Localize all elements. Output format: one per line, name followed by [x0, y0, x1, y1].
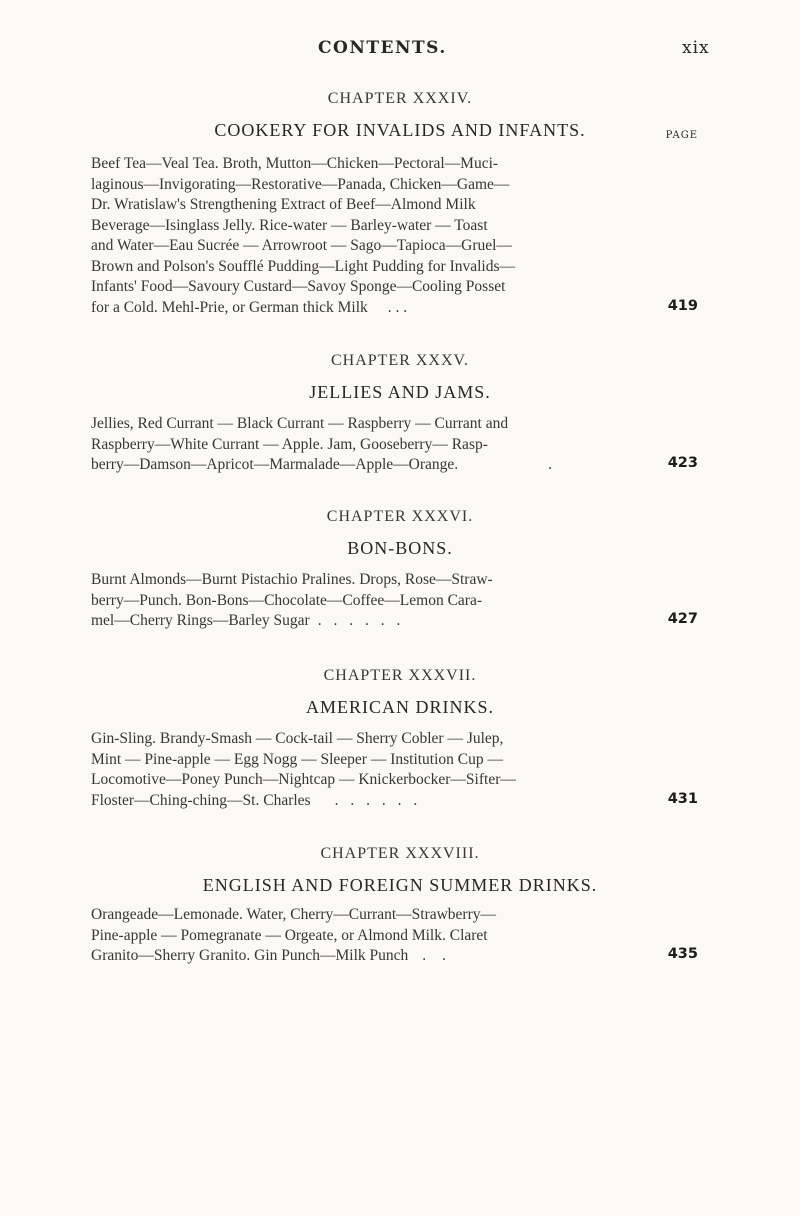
chapter-35-heading: [0, 352, 800, 403]
chapter-title: ENGLISH AND FOREIGN SUMMER DRINKS.: [202, 875, 598, 895]
chapter-34-heading: [0, 90, 800, 141]
contents-line: Mint — Pine-apple — Egg Nogg — Sleeper — Institution Cup —: [91, 750, 504, 768]
contents-line: Floster—Ching-ching—St. Charles: [91, 791, 311, 809]
page-column-label: PAGE: [665, 130, 698, 141]
chapter-label: CHAPTER XXXVI.: [326, 508, 474, 525]
chapter-title: COOKERY FOR INVALIDS AND INFANTS.: [214, 120, 586, 140]
contents-line: for a Cold. Mehl-Prie, or German thick Milk: [91, 298, 368, 316]
contents-last-line: [91, 298, 697, 319]
chapter-38-heading: [0, 845, 800, 896]
chapter-36-heading: [0, 508, 800, 559]
contents-line: Granito—Sherry Granito. Gin Punch—Milk Punch: [91, 947, 409, 964]
contents-line: Jellies, Red Currant — Black Currant — Raspberry — Currant and: [91, 415, 509, 432]
dot-leaders: . . . . . .: [334, 791, 422, 809]
contents-last-line: [91, 455, 697, 476]
contents-line: and Water—Eau Sucrée — Arrowroot — Sago—Tapioca—Gruel—: [91, 237, 512, 254]
contents-line: berry—Damson—Apricot—Marmalade—Apple—Orange.: [91, 456, 459, 473]
contents-line: Locomotive—Poney Punch—Nightcap — Knickerbocker—Sifter—: [91, 771, 516, 788]
dot-leaders: .: [548, 456, 553, 473]
contents-line: Pine-apple — Pomegranate — Orgeate, or Almond Milk. Claret: [91, 926, 488, 944]
chapter-38-contents: [91, 905, 697, 967]
chapter-34-contents: [91, 154, 697, 318]
chapter-label: CHAPTER XXXIV.: [327, 90, 473, 107]
contents-line: mel—Cherry Rings—Barley Sugar: [91, 612, 310, 629]
contents-last-line: [91, 791, 697, 812]
contents-last-line: [91, 611, 697, 632]
chapter-label: CHAPTER XXXVII.: [323, 667, 477, 684]
running-head: [0, 38, 800, 60]
page-number: 419: [667, 298, 698, 314]
page-number: 427: [667, 611, 698, 627]
dot-leaders: . . .: [387, 298, 408, 316]
contents-line: Beef Tea—Veal Tea. Broth, Mutton—Chicken—Pectoral—Muci-: [91, 155, 499, 172]
page-number: 431: [667, 791, 698, 807]
page-number: 435: [667, 946, 698, 962]
chapter-title: AMERICAN DRINKS.: [305, 697, 494, 717]
contents-line: Infants' Food—Savoury Custard—Savoy Sponge—Cooling Posset: [91, 278, 506, 295]
contents-last-line: [91, 946, 697, 967]
contents-line: Dr. Wratislaw's Strengthening Extract of Beef—Almond Milk: [91, 196, 476, 213]
contents-line: Orangeade—Lemonade. Water, Cherry—Currant—Strawberry—: [91, 906, 497, 923]
chapter-title: JELLIES AND JAMS.: [309, 382, 491, 402]
contents-line: Brown and Polson's Soufflé Pudding—Light Pudding for Invalids—: [91, 257, 516, 275]
dot-leaders: . . . . . .: [317, 612, 405, 629]
contents-line: Beverage—Isinglass Jelly. Rice-water — Barley-water — Toast: [91, 216, 488, 234]
page-folio: xix: [682, 38, 710, 58]
dot-leaders: . .: [422, 947, 452, 964]
chapter-label: CHAPTER XXXV.: [330, 352, 470, 369]
page-number: 423: [667, 455, 698, 471]
chapter-title: BON-BONS.: [347, 538, 453, 558]
chapter-label: CHAPTER XXXVIII.: [320, 845, 480, 862]
contents-line: Gin-Sling. Brandy-Smash — Cock-tail — Sherry Cobler — Julep,: [91, 730, 504, 747]
running-head-title: CONTENTS.: [318, 38, 447, 58]
contents-line: berry—Punch. Bon-Bons—Chocolate—Coffee—Lemon Cara-: [91, 591, 483, 609]
chapter-37-contents: [91, 729, 697, 811]
contents-line: Raspberry—White Currant — Apple. Jam, Gooseberry— Rasp-: [91, 435, 488, 453]
chapter-37-heading: [0, 667, 800, 718]
chapter-36-contents: [91, 570, 697, 632]
contents-line: Burnt Almonds—Burnt Pistachio Pralines. Drops, Rose—Straw-: [91, 571, 493, 588]
chapter-35-contents: [91, 414, 697, 476]
contents-line: laginous—Invigorating—Restorative—Panada, Chicken—Game—: [91, 175, 510, 193]
